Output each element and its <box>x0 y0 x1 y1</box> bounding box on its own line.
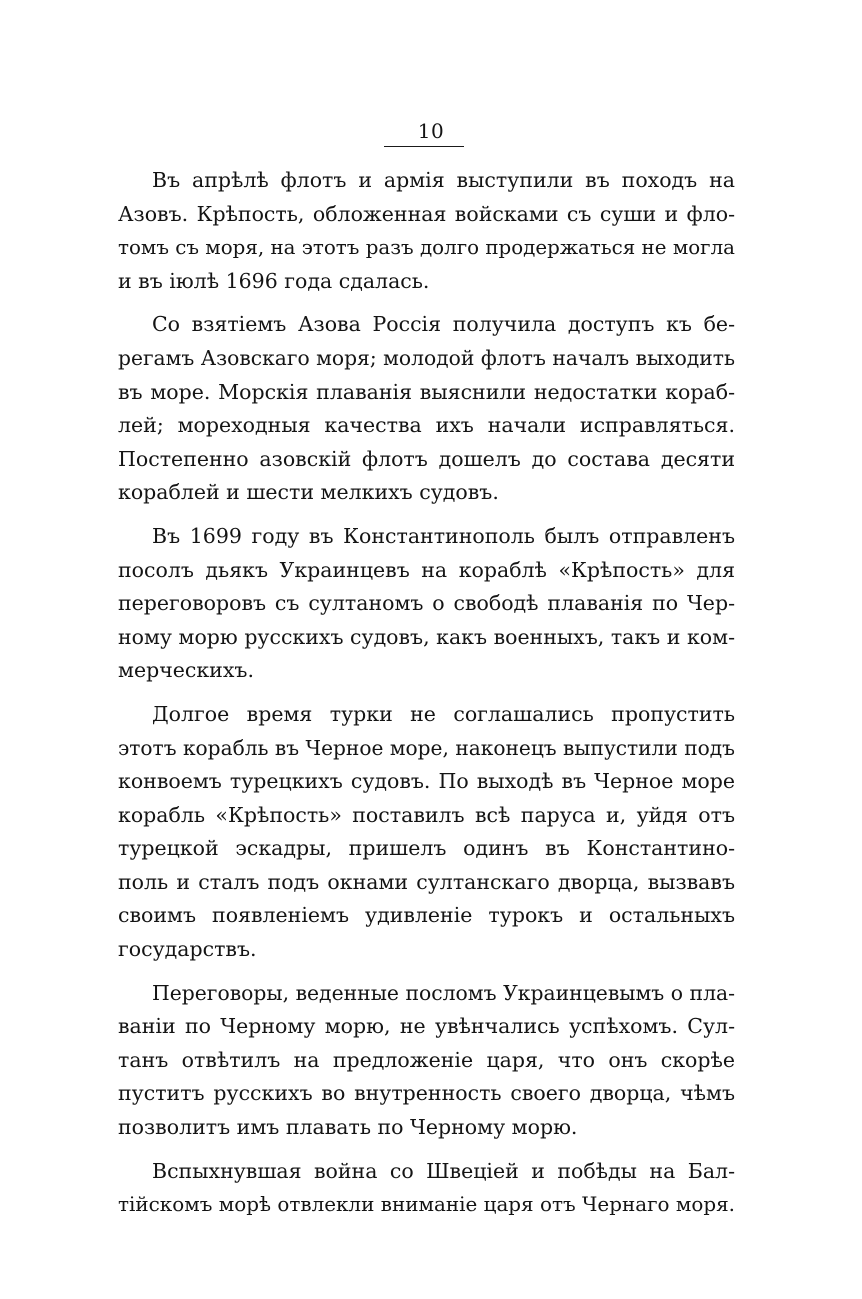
text-line: турецкой эскадры, пришелъ одинъ въ Константино- <box>118 836 735 861</box>
text-line: ному морю русскихъ судовъ, какъ военныхъ, такъ и ком- <box>118 624 735 649</box>
body-text <box>118 164 735 1232</box>
text-line: Въ апрѣлѣ флотъ и армія выступили въ походъ на <box>152 168 735 192</box>
text-line: корабль «Крѣпость» поставилъ всѣ паруса и, уйдя отъ <box>118 802 735 827</box>
paragraph-3 <box>118 520 735 688</box>
text-line: Со взятіемъ Азова Россія получила доступъ къ бе- <box>152 312 735 337</box>
paragraph-5 <box>118 977 735 1145</box>
text-line: Постепенно азовскій флотъ дошелъ до состава десяти <box>118 446 735 471</box>
text-line: Азовъ. Крѣпость, обложенная войсками съ суши и фло- <box>118 201 735 226</box>
text-line: и въ іюлѣ 1696 года сдалась. <box>118 268 430 293</box>
text-line: въ море. Морскія плаванія выяснили недостатки кораб- <box>118 379 735 404</box>
text-line: лей; мореходныя качества ихъ начали исправляться. <box>118 413 735 438</box>
text-line: переговоровъ съ султаномъ о свободѣ плаванія по Чер- <box>118 591 735 616</box>
text-line: позволитъ имъ плавать по Черному морю. <box>118 1115 578 1140</box>
text-line: мерческихъ. <box>118 658 254 683</box>
text-line: Долгое время турки не соглашались пропустить <box>152 701 735 726</box>
text-line: регамъ Азовскаго моря; молодой флотъ началъ выходить <box>118 345 735 370</box>
text-line: посолъ дьякъ Украинцевъ на кораблѣ «Крѣпость» для <box>118 557 735 582</box>
text-line: пуститъ русскихъ во внутренность своего дворца, чѣмъ <box>118 1081 735 1106</box>
text-line: Въ 1699 году въ Константинополь былъ отправленъ <box>152 523 735 548</box>
paragraph-1 <box>118 164 735 298</box>
text-line: поль и сталъ подъ окнами султанскаго дворца, вызвавъ <box>118 869 735 894</box>
text-line: тійскомъ морѣ отвлекли вниманіе царя отъ Чернаго моря. <box>118 1193 735 1217</box>
text-line: Вспыхнувшая война со Швеціей и побѣды на Бал- <box>152 1158 735 1183</box>
text-line: государствъ. <box>118 937 257 962</box>
text-line: Переговоры, веденные посломъ Украинцевымъ о пла- <box>152 980 735 1005</box>
text-line: конвоемъ турецкихъ судовъ. По выходѣ въ Черное море <box>118 769 735 794</box>
text-line: своимъ появленіемъ удивленіе турокъ и остальныхъ <box>118 903 735 928</box>
text-line: ваніи по Черному морю, не увѣнчались успѣхомъ. Сул- <box>118 1014 735 1039</box>
text-line: этотъ корабль въ Черное море, наконецъ выпустили подъ <box>118 735 735 760</box>
text-line: кораблей и шести мелкихъ судовъ. <box>118 480 499 505</box>
paragraph-4 <box>118 698 735 967</box>
page-number: 10 <box>417 119 445 143</box>
text-line: томъ съ моря, на этотъ разъ долго продержаться не могла <box>118 236 735 260</box>
paragraph-2 <box>118 308 735 510</box>
page-number-rule <box>384 146 464 147</box>
text-line: танъ отвѣтилъ на предложеніе царя, что онъ скорѣе <box>118 1047 735 1072</box>
paragraph-6 <box>118 1155 735 1222</box>
